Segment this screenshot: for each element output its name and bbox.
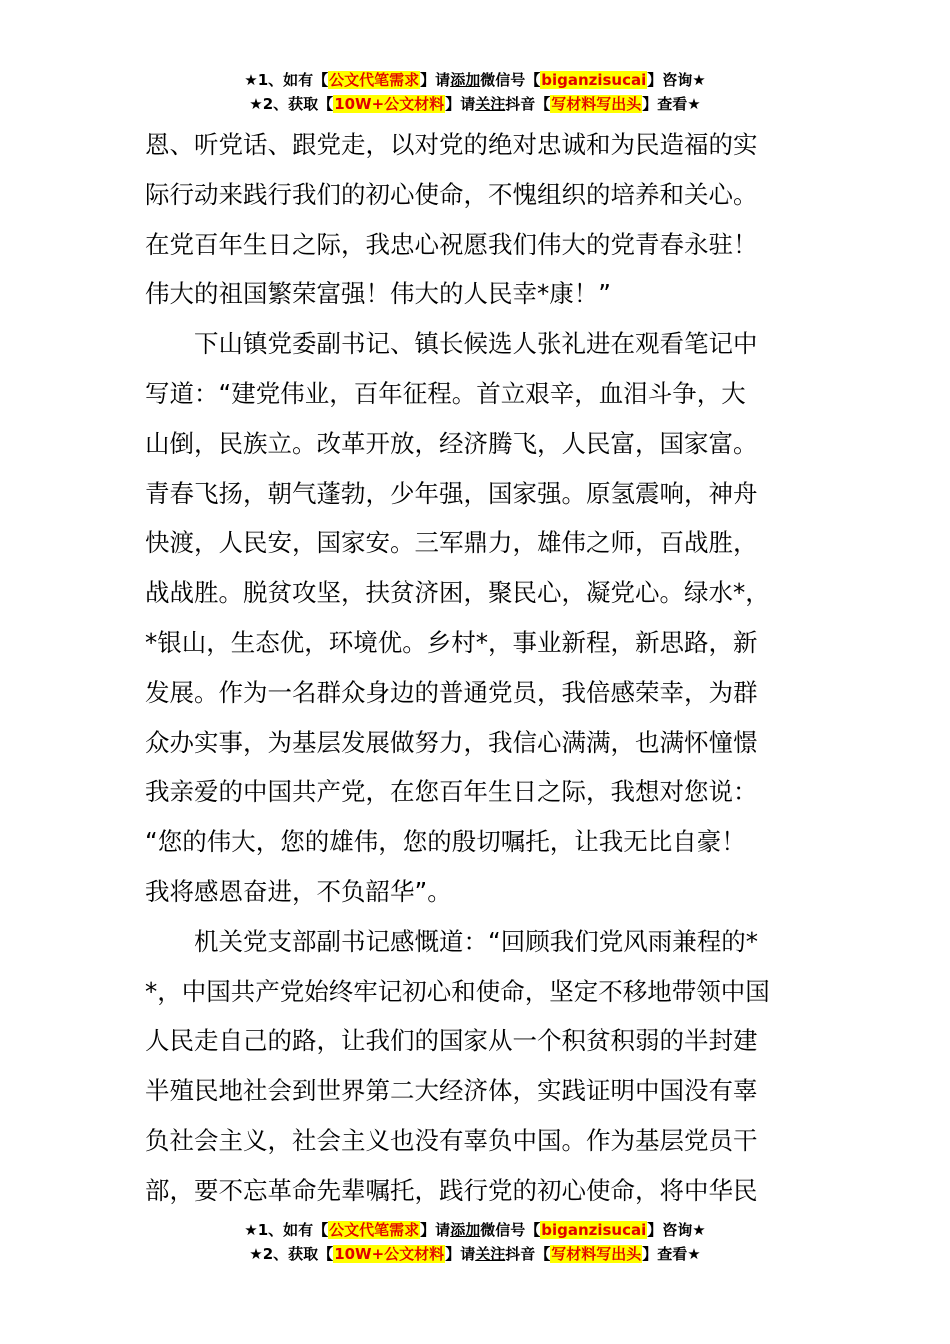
promo-highlight: 公文代笔需求 xyxy=(329,71,420,89)
text-line: *银山，生态优，环境优。乡村*，事业新程，新思路，新 xyxy=(145,627,758,657)
document-body xyxy=(145,120,807,1216)
promo-underlined: 添加 xyxy=(450,1221,481,1239)
promo-text: ★2、获取【 xyxy=(249,1245,334,1263)
text-line: 发展。作为一名群众身边的普通党员，我倍感荣幸，为群 xyxy=(145,677,758,707)
top-promo-banner xyxy=(0,68,950,116)
promo-line-2 xyxy=(0,92,950,116)
text-line: 伟大的祖国繁荣富强！伟大的人民幸*康！” xyxy=(145,279,611,309)
promo-text: 】请 xyxy=(445,95,476,113)
promo-douyin-id: 写材料写出头 xyxy=(551,1245,642,1263)
text-line: *，中国共产党始终牢记初心和使命，坚定不移地带领中国 xyxy=(145,976,770,1006)
text-line: 我将感恩奋进，不负韶华”。 xyxy=(145,876,452,906)
promo-underlined: 关注 xyxy=(475,1245,506,1263)
promo-text: 】查看★ xyxy=(642,1245,701,1263)
promo-text: 抖音【 xyxy=(505,1245,551,1263)
text-line: 人民走自己的路，让我们的国家从一个积贫积弱的半封建 xyxy=(145,1026,758,1056)
promo-underlined: 关注 xyxy=(475,95,506,113)
promo-line-1 xyxy=(0,68,950,92)
promo-text: 】查看★ xyxy=(642,95,701,113)
promo-wechat-id: biganzisucai xyxy=(541,1221,647,1239)
promo-line-2 xyxy=(0,1242,950,1266)
promo-highlight: 10W+公文材料 xyxy=(334,1245,445,1263)
promo-underlined: 添加 xyxy=(450,71,481,89)
text-line: 众办实事，为基层发展做努力，我信心满满，也满怀憧憬 xyxy=(145,727,758,757)
text-line: 半殖民地社会到世界第二大经济体，实践证明中国没有辜 xyxy=(145,1076,758,1106)
promo-text: ★1、如有【 xyxy=(244,1221,329,1239)
text-line: 际行动来践行我们的初心使命，不愧组织的培养和关心。 xyxy=(145,179,758,209)
promo-text: 】咨询★ xyxy=(647,71,706,89)
promo-text: ★2、获取【 xyxy=(249,95,334,113)
bottom-promo-banner xyxy=(0,1218,950,1266)
text-line: 我亲爱的中国共产党，在您百年生日之际，我想对您说： xyxy=(145,777,758,807)
promo-text: 微信号【 xyxy=(480,1221,541,1239)
promo-text: 】请 xyxy=(445,1245,476,1263)
text-line: 负社会主义，社会主义也没有辜负中国。作为基层党员干 xyxy=(145,1125,758,1155)
promo-text: 抖音【 xyxy=(505,95,551,113)
promo-wechat-id: biganzisucai xyxy=(541,71,647,89)
text-line: 机关党支部副书记感慨道：“回顾我们党风雨兼程的* xyxy=(145,926,758,956)
text-line: “您的伟大，您的雄伟，您的殷切嘱托，让我无比自豪！ xyxy=(145,827,746,857)
text-line: 快渡，人民安，国家安。三军鼎力，雄伟之师，百战胜， xyxy=(145,528,758,558)
text-line: 山倒，民族立。改革开放，经济腾飞，人民富，国家富。 xyxy=(145,428,758,458)
text-line: 青春飞扬，朝气蓬勃，少年强，国家强。原氢震响，神舟 xyxy=(145,478,758,508)
promo-text: 】请 xyxy=(420,71,451,89)
promo-text: 】咨询★ xyxy=(647,1221,706,1239)
text-line: 下山镇党委副书记、镇长候选人张礼进在观看笔记中 xyxy=(145,329,758,359)
promo-text: 】请 xyxy=(420,1221,451,1239)
promo-text: ★1、如有【 xyxy=(244,71,329,89)
text-line: 战战胜。脱贫攻坚，扶贫济困，聚民心，凝党心。绿水*， xyxy=(145,578,770,608)
promo-highlight: 公文代笔需求 xyxy=(329,1221,420,1239)
promo-highlight: 10W+公文材料 xyxy=(334,95,445,113)
text-line: 恩、听党话、跟党走，以对党的绝对忠诚和为民造福的实 xyxy=(145,130,758,159)
promo-text: 微信号【 xyxy=(480,71,541,89)
promo-douyin-id: 写材料写出头 xyxy=(551,95,642,113)
text-line: 部，要不忘革命先辈嘱托，践行党的初心使命，将中华民 xyxy=(145,1175,758,1205)
text-line: 写道：“建党伟业，百年征程。首立艰辛，血泪斗争，大 xyxy=(145,378,746,408)
promo-line-1 xyxy=(0,1218,950,1242)
text-line: 在党百年生日之际，我忠心祝愿我们伟大的党青春永驻！ xyxy=(145,229,758,259)
